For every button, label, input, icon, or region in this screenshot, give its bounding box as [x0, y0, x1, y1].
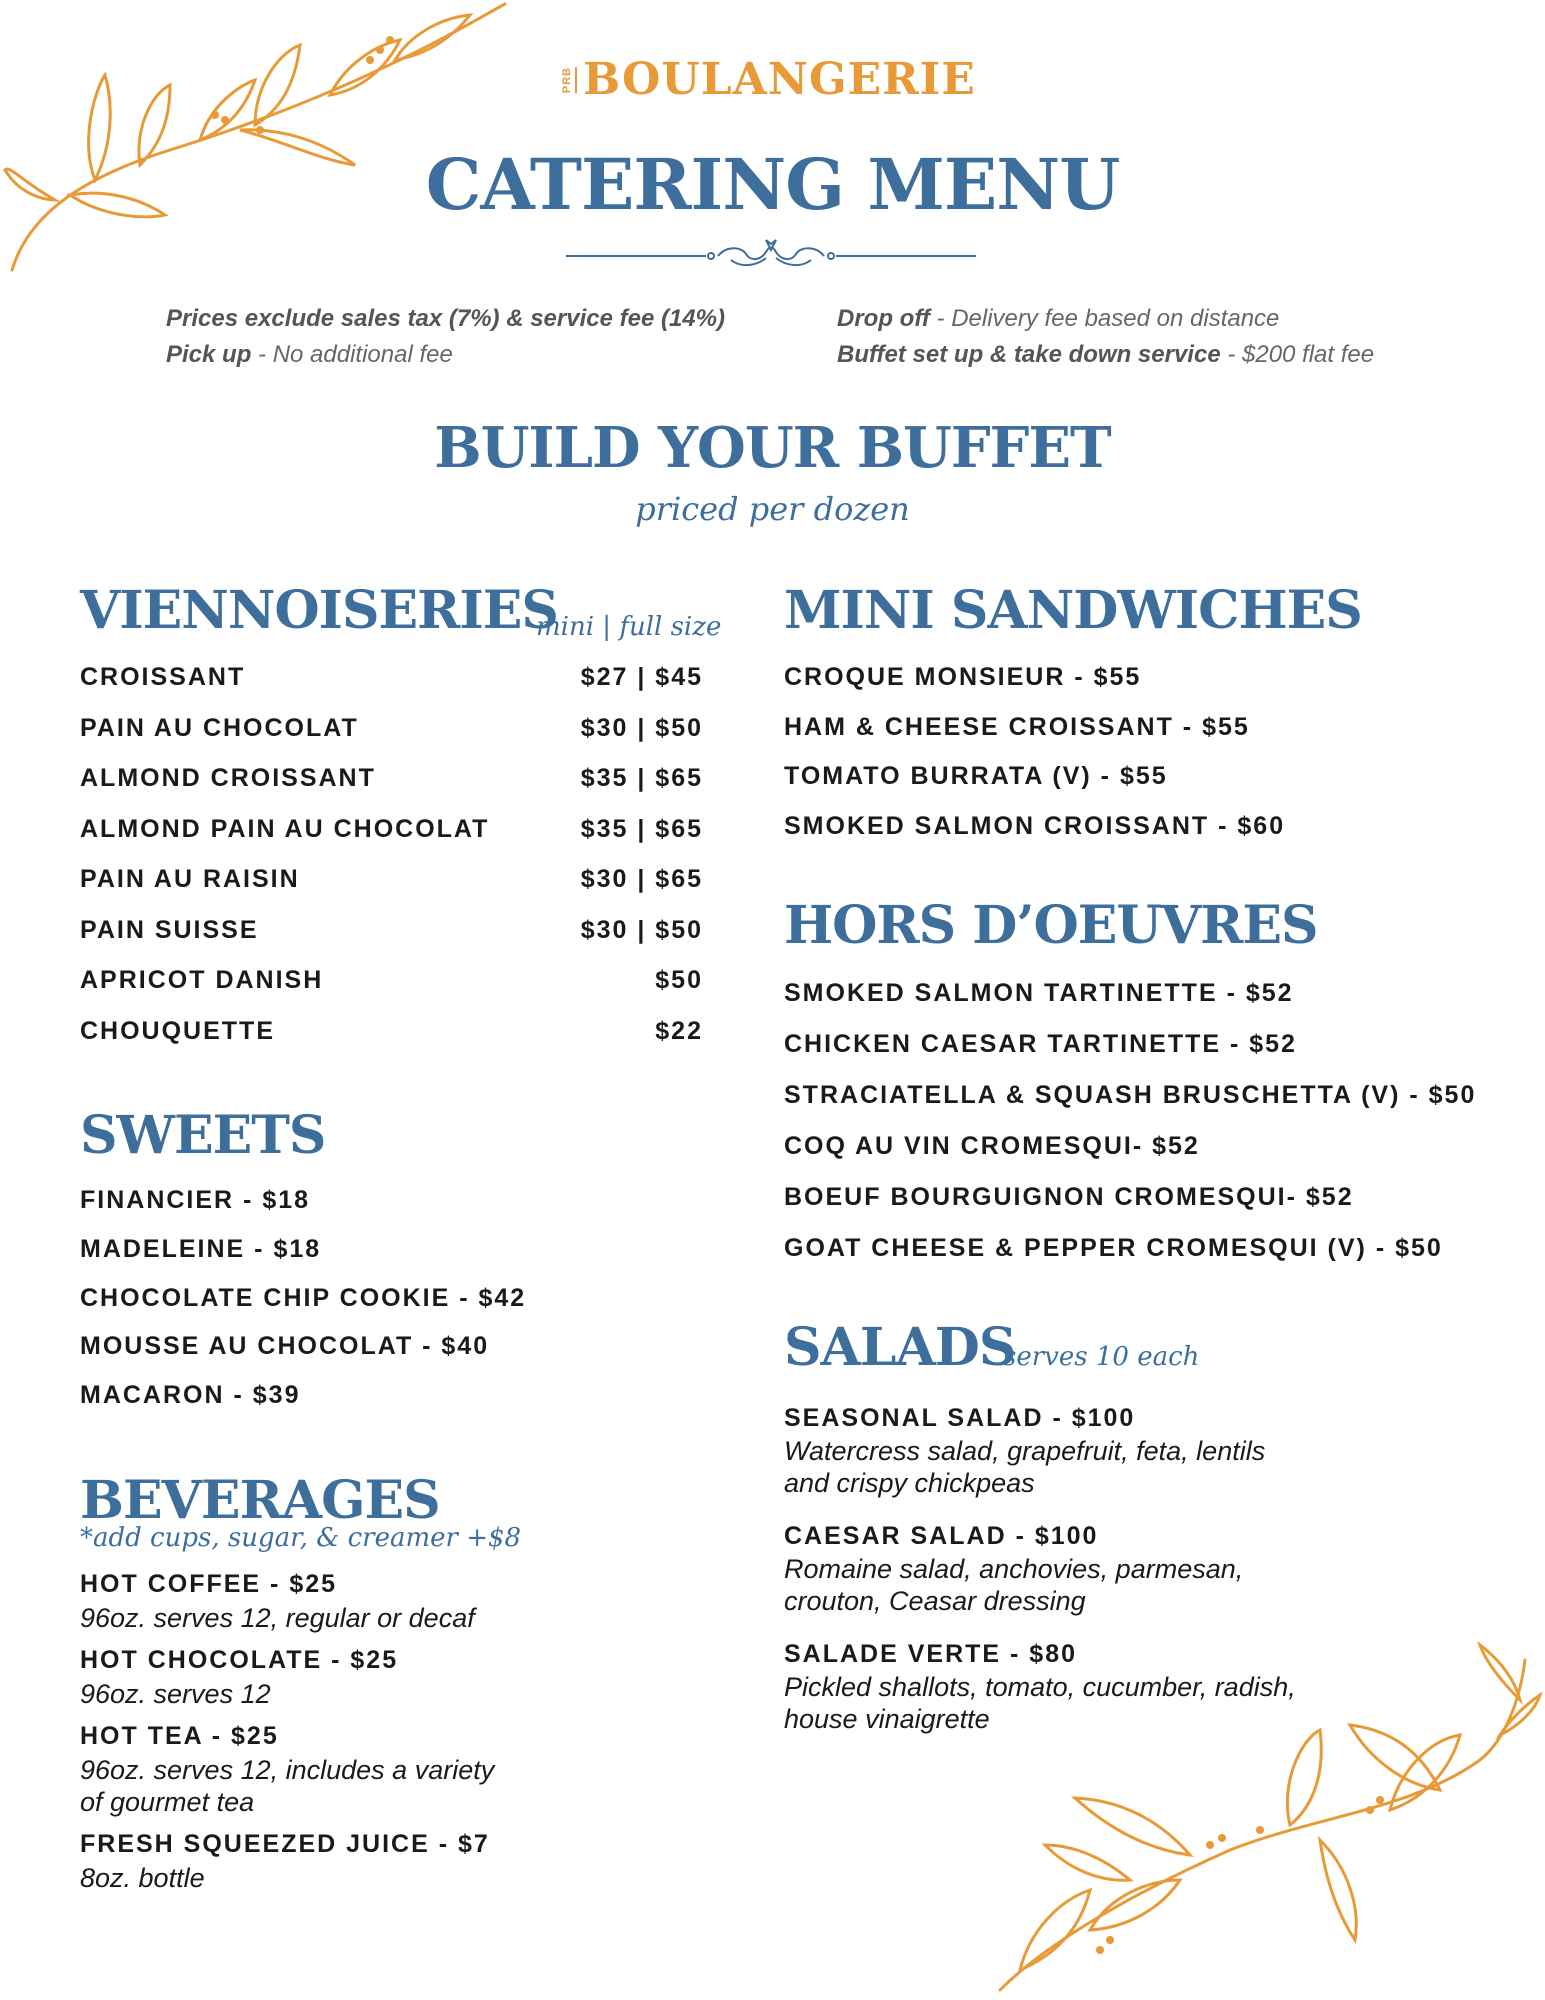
hors-doeuvres-title: HORS D’OEUVRES: [784, 895, 1318, 956]
list-item: COQ AU VIN CROMESQUI- $52: [784, 1132, 1200, 1160]
list-item: SMOKED SALMON CROISSANT - $60: [784, 812, 1286, 840]
list-item: APRICOT DANISH: [80, 966, 324, 994]
logo-mark: PRB: [561, 67, 577, 93]
list-item: GOAT CHEESE & PEPPER CROMESQUI (V) - $50: [784, 1234, 1443, 1262]
item-description: Pickled shallots, tomato, cucumber, radish,: [784, 1672, 1296, 1702]
pickup-note: Pick up - No additional fee: [166, 341, 453, 368]
list-item: SALADE VERTE - $80: [784, 1640, 1078, 1668]
item-price: $27 | $45: [580, 663, 703, 691]
item-price: $50: [655, 966, 703, 994]
item-price: $35 | $65: [580, 764, 703, 792]
list-item: FRESH SQUEEZED JUICE - $7: [80, 1830, 490, 1858]
dropoff-note: Drop off - Delivery fee based on distance: [837, 305, 1280, 332]
buffet-subtitle: priced per dozen: [635, 490, 910, 528]
ornament-divider-icon: [566, 238, 976, 278]
list-item: PAIN AU CHOCOLAT: [80, 714, 359, 742]
list-item: HOT TEA - $25: [80, 1722, 279, 1750]
item-description: of gourmet tea: [80, 1787, 255, 1817]
sweets-title: SWEETS: [80, 1105, 326, 1166]
item-description: and crispy chickpeas: [784, 1468, 1035, 1498]
list-item: ALMOND CROISSANT: [80, 764, 376, 792]
list-item: CROISSANT: [80, 663, 246, 691]
list-item: HAM & CHEESE CROISSANT - $55: [784, 713, 1250, 741]
beverages-note: *add cups, sugar, & creamer +$8: [80, 1523, 522, 1553]
viennoiseries-size-note: mini | full size: [536, 612, 722, 642]
item-description: Watercress salad, grapefruit, feta, lentils: [784, 1436, 1266, 1466]
logo: [561, 54, 976, 105]
mini-sandwiches-title: MINI SANDWICHES: [784, 580, 1362, 641]
list-item: HOT COFFEE - $25: [80, 1570, 338, 1598]
list-item: FINANCIER - $18: [80, 1186, 311, 1214]
viennoiseries-title: VIENNOISERIES: [80, 580, 558, 641]
list-item: STRACIATELLA & SQUASH BRUSCHETTA (V) - $50: [784, 1081, 1477, 1109]
logo-name: BOULANGERIE: [583, 54, 976, 105]
list-item: SEASONAL SALAD - $100: [784, 1404, 1136, 1432]
buffet-title: BUILD YOUR BUFFET: [434, 415, 1111, 481]
leaf-branch-icon: [0, 0, 520, 280]
item-description: crouton, Ceasar dressing: [784, 1586, 1086, 1616]
item-price: $30 | $65: [580, 865, 703, 893]
item-price: $30 | $50: [580, 916, 703, 944]
item-price: $30 | $50: [580, 714, 703, 742]
list-item: BOEUF BOURGUIGNON CROMESQUI- $52: [784, 1183, 1354, 1211]
list-item: CHOUQUETTE: [80, 1017, 275, 1045]
buffet-service-note: Buffet set up & take down service - $200 flat fee: [837, 341, 1375, 368]
salads-title: SALADS: [784, 1317, 1016, 1378]
item-description: 96oz. serves 12: [80, 1679, 271, 1709]
list-item: CHOCOLATE CHIP COOKIE - $42: [80, 1284, 527, 1312]
item-description: house vinaigrette: [784, 1704, 990, 1734]
list-item: HOT CHOCOLATE - $25: [80, 1646, 399, 1674]
item-description: 96oz. serves 12, regular or decaf: [80, 1603, 475, 1633]
item-price: $35 | $65: [580, 815, 703, 843]
list-item: MOUSSE AU CHOCOLAT - $40: [80, 1332, 490, 1360]
list-item: ALMOND PAIN AU CHOCOLAT: [80, 815, 490, 843]
beverages-title: BEVERAGES: [80, 1470, 440, 1531]
list-item: CAESAR SALAD - $100: [784, 1522, 1099, 1550]
item-description: 96oz. serves 12, includes a variety: [80, 1755, 495, 1785]
list-item: CROQUE MONSIEUR - $55: [784, 663, 1142, 691]
list-item: MACARON - $39: [80, 1381, 301, 1409]
list-item: CHICKEN CAESAR TARTINETTE - $52: [784, 1030, 1297, 1058]
item-price: $22: [655, 1017, 703, 1045]
list-item: PAIN SUISSE: [80, 916, 259, 944]
item-description: 8oz. bottle: [80, 1863, 205, 1893]
list-item: TOMATO BURRATA (V) - $55: [784, 762, 1168, 790]
item-description: Romaine salad, anchovies, parmesan,: [784, 1554, 1244, 1584]
list-item: PAIN AU RAISIN: [80, 865, 300, 893]
page-title: CATERING MENU: [425, 143, 1120, 226]
tax-note: Prices exclude sales tax (7%) & service fee (14%): [166, 305, 725, 332]
list-item: SMOKED SALMON TARTINETTE - $52: [784, 979, 1294, 1007]
salads-note: serves 10 each: [1003, 1342, 1200, 1372]
list-item: MADELEINE - $18: [80, 1235, 322, 1263]
